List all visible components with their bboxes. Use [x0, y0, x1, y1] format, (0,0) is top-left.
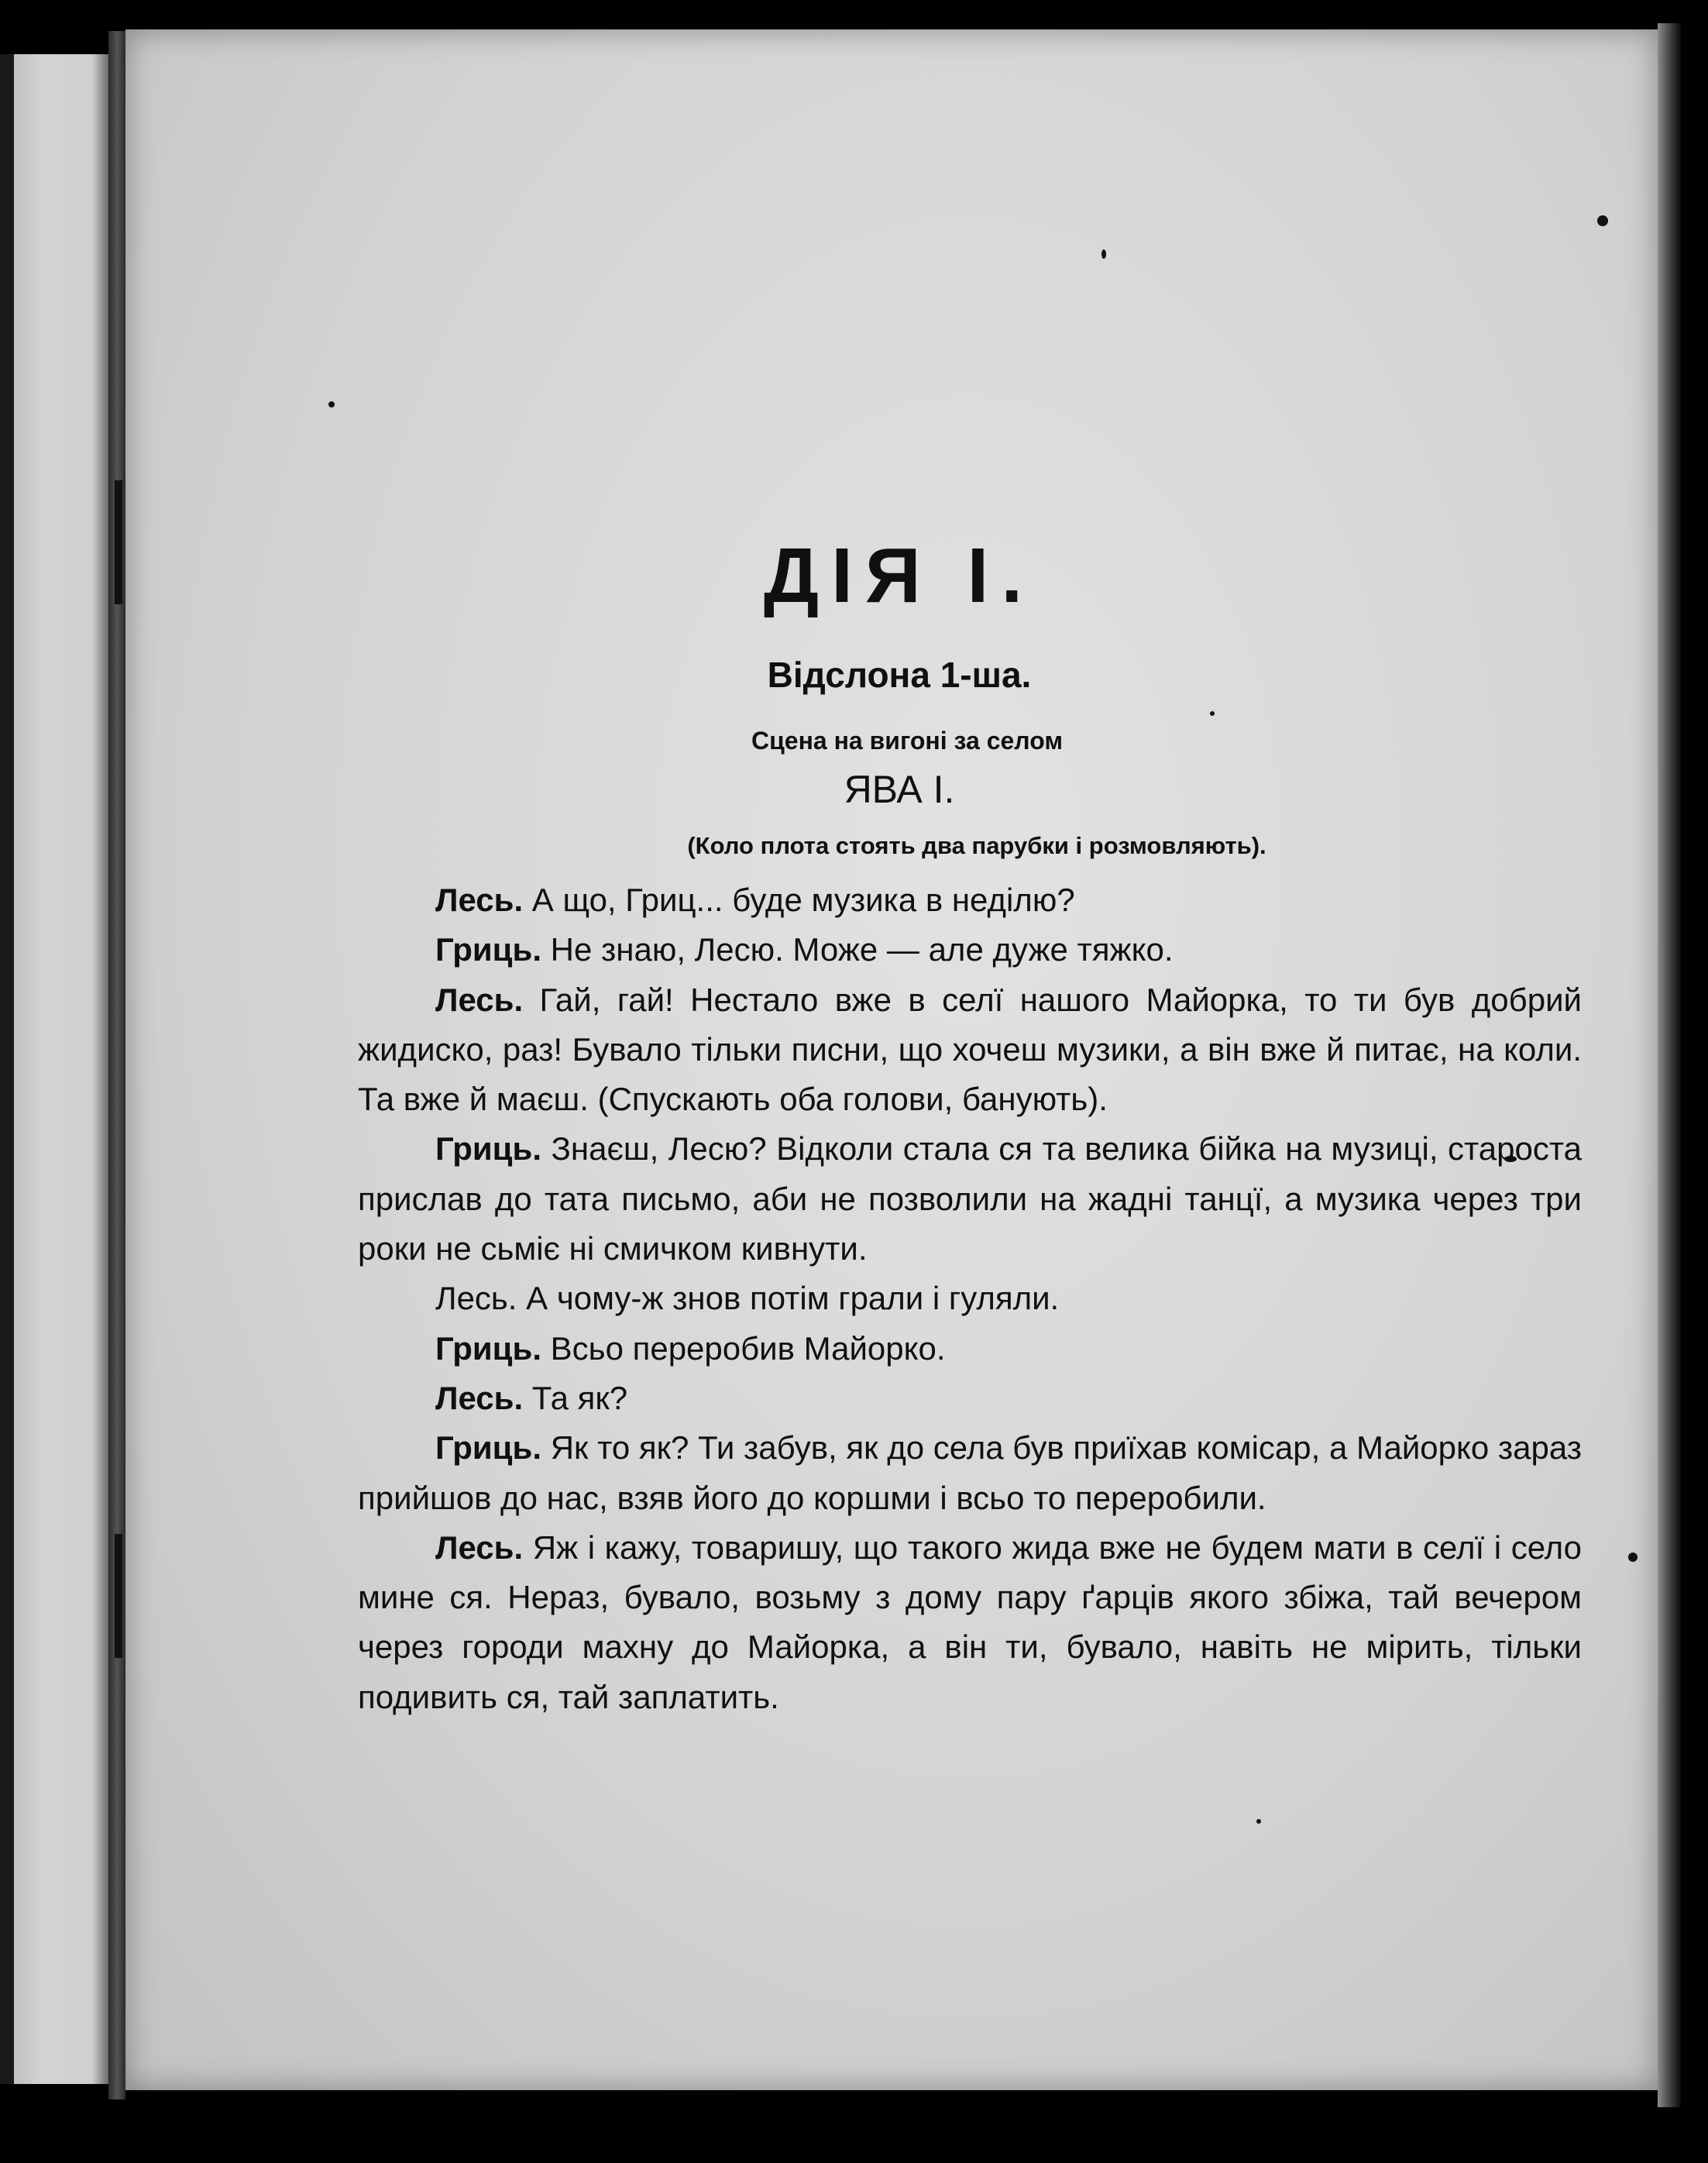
- dialogue-line: [358, 1274, 1582, 1323]
- binding-mark: [115, 1534, 122, 1658]
- speaker-name: Лесь.: [435, 882, 524, 918]
- speaker-name: Лесь.: [435, 981, 524, 1018]
- dialogue-line: [358, 1324, 1582, 1374]
- speech-text: А що, Гриц... буде музика в неділю?: [531, 882, 1075, 918]
- speech-text: Не знаю, Лесю. Може — але дуже тяжко.: [550, 931, 1174, 968]
- speaker-name: Лесь.: [435, 1280, 517, 1317]
- speaker-name: Гриць.: [435, 1429, 541, 1467]
- speech-text: Всьо переробив Майорко.: [550, 1329, 946, 1367]
- act-title: ДІЯ І.: [763, 532, 1036, 619]
- speech-text: Як то як? Ти забув, як до села був приїхав комісар, а Майорко зараз прийшов до нас, взяв його до коршми і всьо то переробили.: [358, 1429, 1582, 1516]
- adjacent-page-shadow: [0, 54, 14, 2084]
- speech-text: Яж і кажу, товаришу, що такого жида вже не будем мати в селї і село мине ся. Нераз, бувало, возьму з дому пару ґарців якого збіжа, тай вечером через городи махну до Майорка, а він ти, бувало, навіть не мірить, тільки подивить ся, тай заплатить.: [358, 1529, 1583, 1715]
- speech-text: Знаєш, Лесю? Відколи стала ся та велика бійка на музиці, староста прислав до тата письмо, аби не позволили на жадні танцї, а музика через три роки не сьміє ні смичком кивнути.: [358, 1130, 1582, 1267]
- dialogue-block: [358, 875, 1582, 1722]
- speech-text: Та як?: [531, 1379, 628, 1416]
- adjacent-page-edge: [0, 54, 108, 2084]
- speaker-name: Гриць.: [435, 1130, 541, 1167]
- speaker-name: Лесь.: [435, 1379, 524, 1416]
- scene-setting: Сцена на вигоні за селом: [751, 727, 1063, 755]
- speech-text: Гай, гай! Нестало вже в селї нашого Майорка, то ти був добрий жидиско, раз! Бувало тільки писни, що хочеш музики, а він вже й питає, на коли. Та вже й маєш. (Спускають оба голови, банують).: [358, 981, 1582, 1118]
- speech-text: А чому-ж знов потім грали і гуляли.: [526, 1280, 1060, 1317]
- page-content: [125, 29, 1658, 2090]
- book-page: [125, 29, 1658, 2090]
- appearance-title: ЯВА І.: [844, 768, 955, 811]
- speaker-name: Гриць.: [435, 931, 541, 968]
- stage-direction: (Коло плота стоять два парубки і розмовляють).: [687, 832, 1266, 859]
- dialogue-line: [358, 1124, 1582, 1274]
- dialogue-line: [358, 1374, 1582, 1423]
- speaker-name: Лесь.: [435, 1529, 524, 1566]
- dialogue-line: [358, 1523, 1582, 1722]
- dialogue-line: [358, 875, 1582, 925]
- speaker-name: Гриць.: [435, 1329, 541, 1367]
- book-binding: [108, 31, 125, 2099]
- dialogue-line: [358, 975, 1582, 1125]
- page-right-edge: [1658, 23, 1681, 2107]
- binding-mark: [115, 480, 122, 604]
- dialogue-line: [358, 925, 1582, 975]
- scene-title: Відслона 1-ша.: [767, 655, 1032, 695]
- dialogue-line: [358, 1423, 1582, 1523]
